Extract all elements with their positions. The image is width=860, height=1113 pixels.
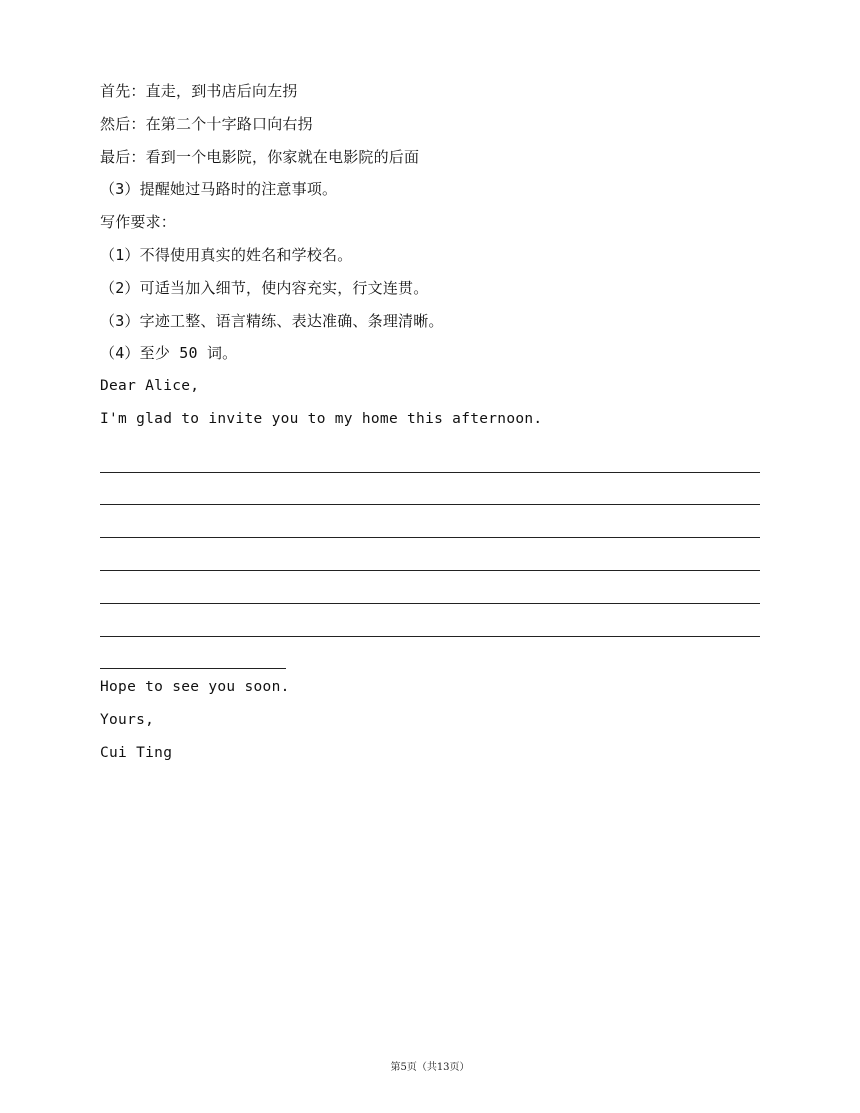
answer-line[interactable] bbox=[100, 479, 760, 512]
answer-writing-area[interactable] bbox=[100, 446, 760, 676]
letter-opening-sentence: I'm glad to invite you to my home this afternoon. bbox=[100, 410, 543, 427]
route-first-step: 首先：直走，到书店后向左拐 bbox=[100, 82, 298, 100]
answer-line[interactable] bbox=[100, 577, 760, 610]
page-number-footer: 第5页（共13页） bbox=[390, 1062, 470, 1073]
requirement-item-4: （4）至少 50 词。 bbox=[100, 344, 238, 363]
answer-line-short[interactable] bbox=[100, 643, 286, 676]
requirements-heading: 写作要求： bbox=[100, 213, 177, 232]
answer-line[interactable] bbox=[100, 610, 760, 643]
requirement-item-3: （3）字迹工整、语言精练、表达准确、条理清晰。 bbox=[100, 311, 444, 330]
letter-signature: Cui Ting bbox=[100, 744, 173, 761]
answer-line[interactable] bbox=[100, 544, 760, 577]
answer-line[interactable] bbox=[100, 446, 760, 479]
letter-signoff: Yours, bbox=[100, 712, 155, 729]
letter-closing: Hope to see you soon. bbox=[100, 679, 290, 696]
task-point-3: （3）提醒她过马路时的注意事项。 bbox=[100, 180, 338, 199]
route-then-step: 然后：在第二个十字路口向右拐 bbox=[100, 114, 313, 133]
route-last-step: 最后：看到一个电影院，你家就在电影院的后面 bbox=[100, 147, 420, 166]
answer-line[interactable] bbox=[100, 511, 760, 544]
page-content bbox=[100, 79, 760, 774]
requirement-item-2: （2）可适当加入细节，使内容充实，行文连贯。 bbox=[100, 278, 429, 297]
requirement-item-1: （1）不得使用真实的姓名和学校名。 bbox=[100, 245, 353, 264]
letter-greeting: Dear Alice, bbox=[100, 378, 200, 395]
